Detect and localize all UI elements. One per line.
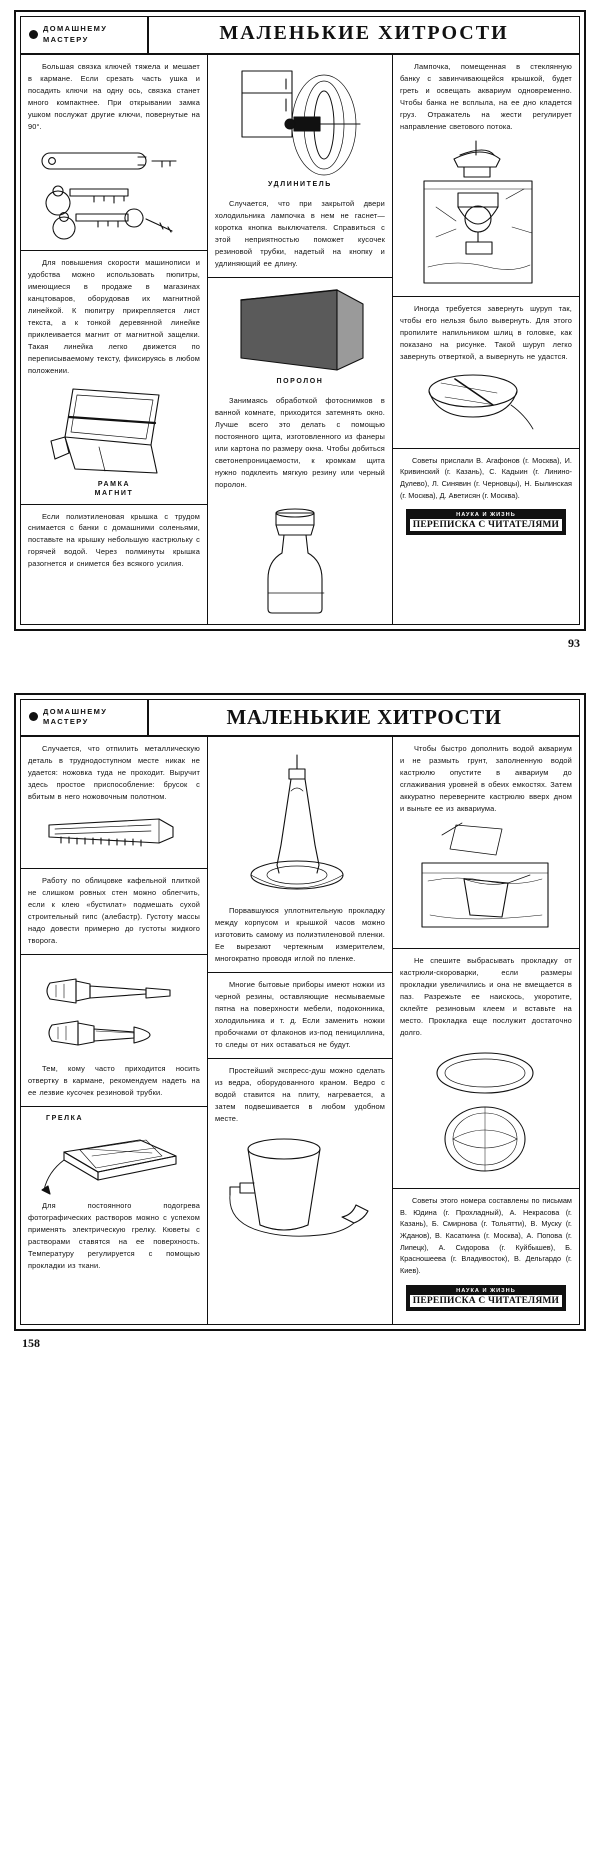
kicker-line-2: МАСТЕРУ bbox=[43, 34, 89, 44]
masthead-2 bbox=[21, 700, 579, 738]
typing-stand-illustration bbox=[28, 377, 200, 479]
column-3 bbox=[393, 737, 579, 1324]
magazine-stamp-2 bbox=[406, 1285, 566, 1311]
stamp-bottom-label: ПЕРЕПИСКА С ЧИТАТЕЛЯМИ bbox=[410, 519, 562, 531]
figure-caption-foam: ПОРОЛОН bbox=[276, 377, 324, 385]
article-tile-glue-tip: Работу по облицовке кафельной плиткой не слишком ровных стен можно облегчить, если к клею «бустилат» подмешать сухой строительный гипс (алебастр). Густоту массы надо довести примерно до густоты жидкого творога. bbox=[21, 869, 207, 955]
aquarium-lamp-illustration bbox=[400, 133, 572, 289]
kicker-line-1: ДОМАШНЕМУ bbox=[43, 706, 108, 716]
page-frame-2 bbox=[14, 693, 586, 1331]
bullet-icon bbox=[29, 30, 38, 39]
page-number: 93 bbox=[568, 635, 580, 650]
keys-illustration bbox=[28, 133, 200, 243]
page-frame bbox=[14, 10, 586, 631]
stamp-top-label: НАУКА И ЖИЗНЬ bbox=[410, 1288, 562, 1295]
hacksaw-block-illustration bbox=[28, 803, 200, 861]
article-lamp-in-jar-tip: Лампочка, помещенная в стеклянную банку с завинчивающейся крышкой, будет греть и освещать аквариум одновременно. Чтобы банка не всплыла, на ее дно кладется груз. Отражатель на жести регулирует направление светового потока. bbox=[393, 55, 579, 297]
article-extension-cord-tip: УДЛИНИТЕЛЬ Случается, что при закрытой двери холодильника лампочка в нем не гаснет—коротка кнопка выключателя. Справиться с этой неприятностью поможет кусочек резиновой трубки, надетый на кнопку и удлиняющий ее длину. bbox=[208, 55, 392, 278]
window-shield-illustration bbox=[215, 284, 385, 376]
article-rubber-stains-tip: Многие бытовые приборы имеют ножки из черной резины, оставляющие несмываемые пятна на поверхности мебели, подоконника, холодильника и т. д. Если заменить ножки пробочками от флаконов из-под пенициллина, то следы от них оставаться не будут. bbox=[208, 973, 392, 1059]
pan-in-aquarium-illustration bbox=[400, 815, 572, 941]
article-hacksaw-tool-tip: Случается, что отпилить металлическую деталь в труднодоступном месте никак не удается: ножовка туда не проходит. Выручит здесь простое приспособление: брусок с вбитым в него ножовочным полотном. bbox=[21, 737, 207, 869]
gasket-ring-illustration bbox=[400, 1039, 572, 1181]
figure-caption-heater: ГРЕЛКА bbox=[46, 1115, 84, 1123]
stamp-top-label: НАУКА И ЖИЗНЬ bbox=[410, 512, 562, 519]
article-gasket-tip: Не спешите выбрасывать прокладку от кастрюли-скороварки, если размеры прокладки увеличились и она не вмещается в паз. Разрежьте ее наискось, укоротите, склейте резиновым клеем и вставьте на место. Прокладка еще послужит достаточно долго. bbox=[393, 949, 579, 1189]
article-screwdriver-pocket-tip: Тем, кому часто приходится носить отвертку в кармане, рекомендуем надеть на ее лезвие кусочек резиновой трубки. bbox=[21, 955, 207, 1107]
stamp-bottom-label: ПЕРЕПИСКА С ЧИТАТЕЛЯМИ bbox=[410, 1295, 562, 1307]
credits-block: Советы прислали В. Агафонов (г. Москва), И. Кривинский (г. Казань), С. Кадыин (г. Линино-Дулево), Л. Синявин (г. Черновцы), Н. Былинская (г. Москва), Д. Аветисян (г. Москва). НАУКА И ЖИЗНЬ ПЕРЕПИСКА С ЧИТАТЕЛЯМИ bbox=[393, 449, 579, 549]
article-aquarium-fill-tip: Чтобы быстро дополнить водой аквариум и не размыть грунт, заполненную водой кастрюлю опустите в аквариум до сглаживания уровней в обеих емкостях. Затем аккуратно переверните кастрюлю вверх дном и выньте ее из аквариума. bbox=[393, 737, 579, 949]
page-title-2: МАЛЕНЬКИЕ ХИТРОСТИ bbox=[226, 704, 502, 729]
heating-pad-illustration bbox=[28, 1122, 200, 1200]
column-2 bbox=[207, 737, 393, 1324]
article-ruler-magnet-tip: Для повышения скорости машинописи и удобства можно использовать пюпитры, имеющиеся в продаже в магазинах канцтоваров, оборудовав их магнитной линейкой. К пюпитру прикрепляется лист текста, а к тонкой деревянной линейке приклеивается магнит от магнитной защелки. Такая линейка легко движется по переписываемому тексту, фиксируясь в любом положении. РАМКА МАГНИТ bbox=[21, 251, 207, 505]
masthead-kicker-2 bbox=[21, 700, 149, 736]
bucket-shower-illustration bbox=[215, 1125, 385, 1257]
column-1 bbox=[21, 737, 207, 1324]
article-clock-gasket-tip: Порвавшуюся уплотнительную прокладку между корпусом и крышкой часов можно изготовить самому из полиэтиленовой пленки. Ее вырезают чертежным измерителем, многократно проводя иглой по пленке. bbox=[208, 737, 392, 973]
article-screw-in-slot-tip: Иногда требуется завернуть шуруп так, чтобы его нельзя было вывернуть. Для этого пропилите напильником шлиц в головке, как показано на рисунке. Такой шуруп легко завернуть отверткой, а вывернуть не удастся. bbox=[393, 297, 579, 449]
masthead-kicker bbox=[21, 17, 149, 53]
figure-caption-magnet: МАГНИТ bbox=[94, 489, 134, 497]
masthead bbox=[21, 17, 579, 55]
article-foam-blackout-tip: ПОРОЛОН Занимаясь обработкой фотоснимков в ванной комнате, приходится затемнять окно. Лучше всего это делать с помощью постоянного щита, изготовленного из фанеры или картона по размеру окна. Чтобы добиться светонепроницаемости, к кромкам щита нужно подклеить мягкую резину или черный поролон. bbox=[208, 278, 392, 624]
bullet-icon bbox=[29, 712, 38, 721]
fridge-illustration bbox=[215, 61, 385, 179]
screw-illustration bbox=[400, 363, 572, 441]
page-number-2: 158 bbox=[22, 1335, 40, 1350]
screwdriver-illustration bbox=[28, 961, 200, 1063]
credits-block-2: Советы этого номера составлены по письмам В. Юдина (г. Прохладный), А. Некрасова (г. Казань), Б. Смирнова (г. Тольятти), В. Муску (г. Жданов), В. Касаткина (г. Москва), А. Попова (г. Липецк), А. Сидорова (г. Куйбышев), Б. Красношеева (г. Владивосток), В. Дельгардо (г. Киев). НАУКА И ЖИЗНЬ ПЕРЕПИСКА С ЧИТАТЕЛЯМИ bbox=[393, 1189, 579, 1324]
article-lid-tip: Если полиэтиленовая крышка с трудом снимается с банки с домашними соленьями, поставьте на крышку небольшую кастрюльку с горячей водой. Через полминуты крышка разогнется и снимется без всякого усилия. bbox=[28, 511, 200, 569]
article-photo-heater-tip: ГРЕЛКА Для постоянного подогрева фотографических растворов можно с успехом применять электрическую грелку. Кюветы с растворами ставятся на ее поверхность. Температуру регулируется с помощью прокладки из ткани. bbox=[28, 1115, 200, 1270]
article-keys-tip: Большая связка ключей тяжела и мешает в кармане. Если срезать часть ушка и посадить ключи на одну ось, связка станет много компактнее. При открывании замка ушком послужат другие ключи, повернутые на 90°. bbox=[21, 55, 207, 251]
kicker-line-1: ДОМАШНЕМУ bbox=[43, 24, 108, 33]
column-3 bbox=[393, 55, 579, 624]
page-158 bbox=[0, 683, 600, 1357]
figure-caption-frame: РАМКА bbox=[97, 480, 131, 488]
page-title: МАЛЕНЬКИЕ ХИТРОСТИ bbox=[219, 22, 509, 44]
page-93 bbox=[0, 0, 600, 657]
column-1 bbox=[21, 55, 207, 624]
divider-compass-illustration bbox=[215, 743, 385, 905]
article-express-shower-tip: Простейший экспресс-душ можно сделать из ведра, оборудованного краном. Ведро с водой ставится на плиту, нагревается, а затем подвешивается в любом удобном месте. bbox=[208, 1059, 392, 1264]
bottle-lid-illustration bbox=[215, 491, 385, 617]
figure-caption-extension: УДЛИНИТЕЛЬ bbox=[268, 180, 332, 188]
magazine-stamp bbox=[406, 509, 566, 535]
column-2 bbox=[207, 55, 393, 624]
kicker-line-2: МАСТЕРУ bbox=[43, 717, 89, 727]
